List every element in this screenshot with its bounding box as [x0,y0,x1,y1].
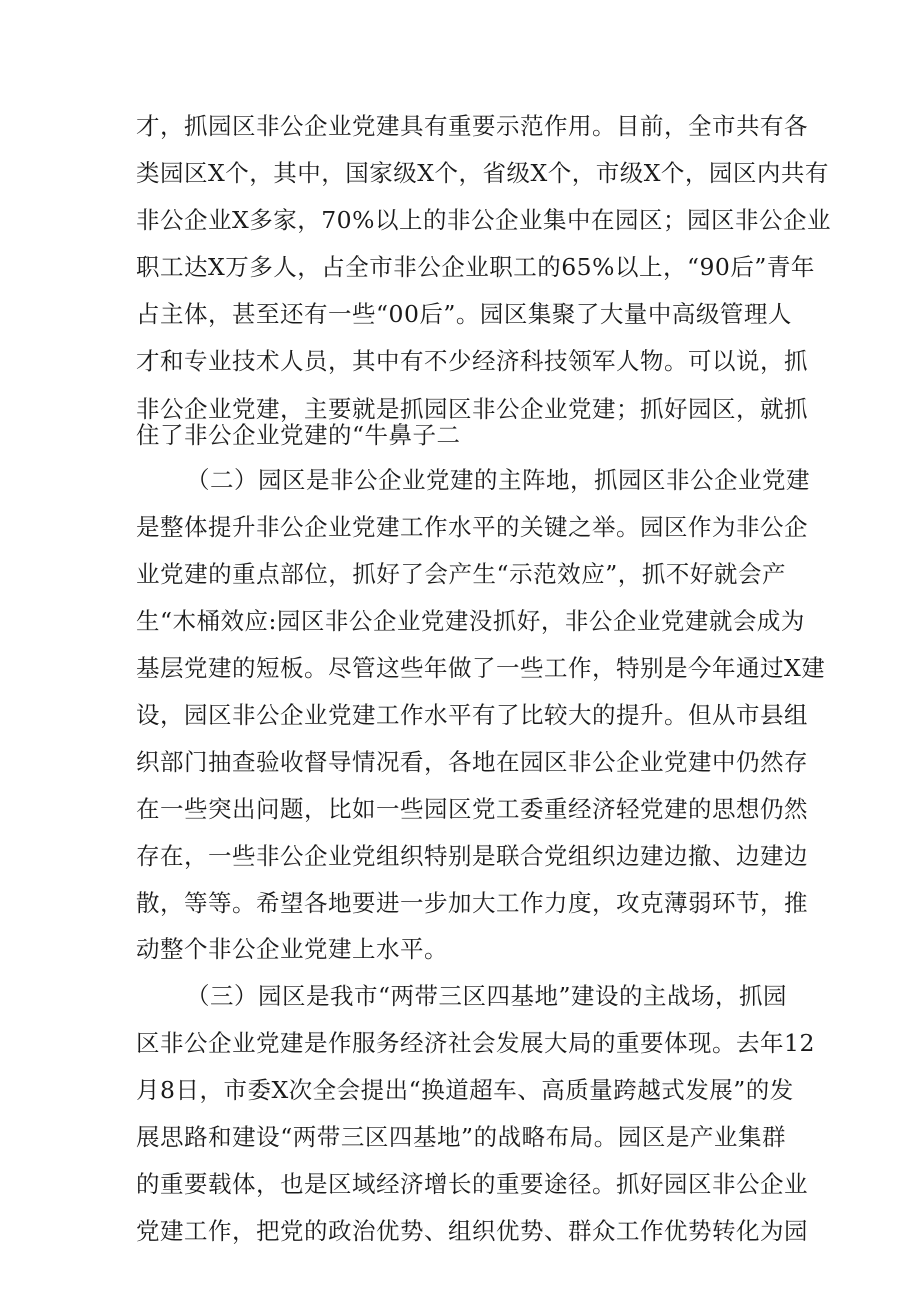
text-line: 基层党建的短板。尽管这些年做了一些工作，特别是今年通过X建 [136,654,826,682]
text-line: 生“木桶效应:园区非公企业党建没抓好，非公企业党建就会成为 [136,607,805,635]
text-line: 业党建的重点部位，抓好了会产生“示范效应”，抓不好就会产 [136,560,786,588]
text-line: 才和专业技术人员，其中有不少经济科技领军人物。可以说，抓 [136,347,808,375]
paragraph-3-first-line: （三）园区是我市“两带三区四基地”建设的主战场，抓园 [186,982,788,1010]
text-line: 区非公企业党建是作服务经济社会发展大局的重要体现。去年12 [136,1029,815,1057]
text-line: 存在，一些非公企业党组织特别是联合党组织边建边撤、边建边 [136,842,808,870]
text-line: 月8日，市委X次全会提出“换道超车、高质量跨越式发展”的发 [136,1076,794,1104]
text-line: 非公企业党建，主要就是抓园区非公企业党建；抓好园区，就抓 [136,395,808,423]
text-line: 的重要载体，也是区域经济增长的重要途径。抓好园区非公企业 [136,1170,808,1198]
text-line: 党建工作，把党的政治优势、组织优势、群众工作优势转化为园 [136,1217,808,1245]
text-line: 占主体，甚至还有一些“00后”。园区集聚了大量中高级管理人 [136,300,792,328]
text-line: 设，园区非公企业党建工作水平有了比较大的提升。但从市县组 [136,701,808,729]
text-line: 职工达X万多人，占全市非公企业职工的65%以上，“90后”青年 [136,253,815,281]
text-line: 非公企业X多家，70%以上的非公企业集中在园区；园区非公企业 [136,206,831,234]
text-line: 住了非公企业党建的“牛鼻子二 [136,421,461,449]
paragraph-2-first-line: （二）园区是非公企业党建的主阵地，抓园区非公企业党建 [186,466,810,494]
text-line: 织部门抽查验收督导情况看，各地在园区非公企业党建中仍然存 [136,748,808,776]
text-line: 散，等等。希望各地要进一步加大工作力度，攻克薄弱环节，推 [136,889,808,917]
text-line: 才，抓园区非公企业党建具有重要示范作用。目前，全市共有各 [136,112,808,140]
text-line: 动整个非公企业党建上水平。 [136,935,448,963]
text-line: 展思路和建设“两带三区四基地”的战略布局。园区是产业集群 [136,1123,786,1151]
text-line: 在一些突出问题，比如一些园区党工委重经济轻党建的思想仍然 [136,795,808,823]
text-line: 是整体提升非公企业党建工作水平的关键之举。园区作为非公企 [136,513,808,541]
text-line: 类园区X个，其中，国家级X个，省级X个，市级X个，园区内共有 [136,159,829,187]
